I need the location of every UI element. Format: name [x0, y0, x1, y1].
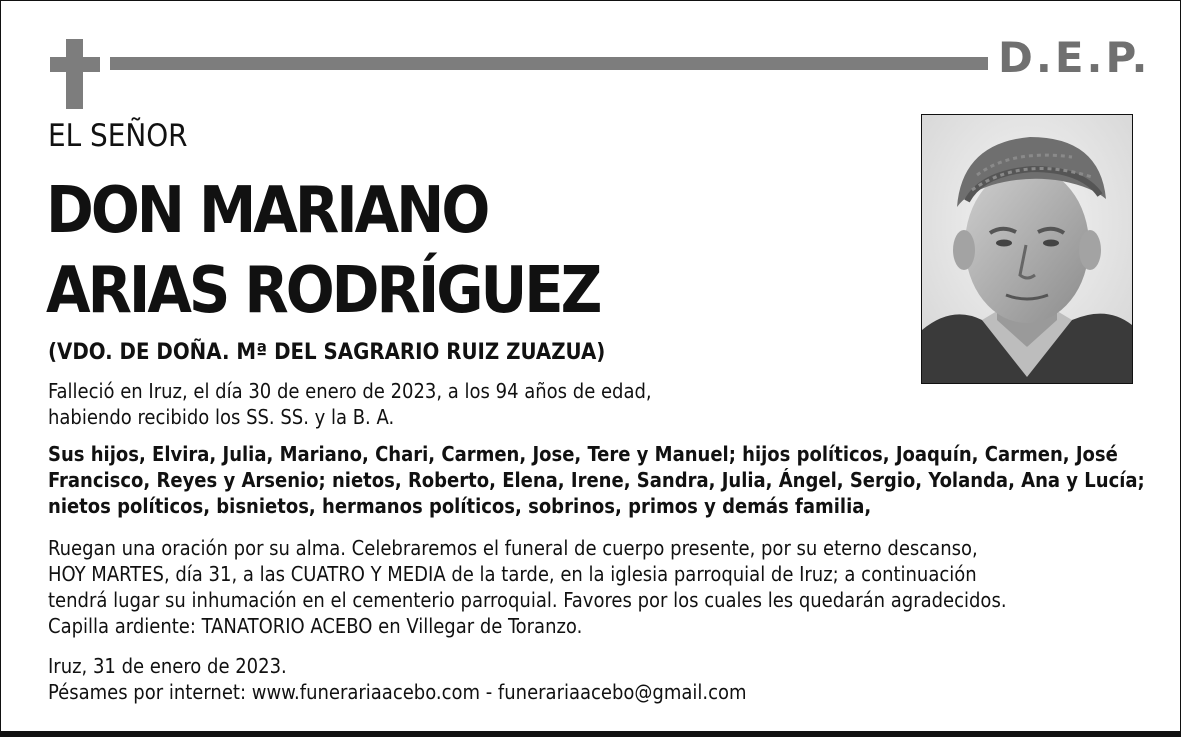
text-line: Capilla ardiente: TANATORIO ACEBO en Villegar de Toranzo.	[48, 614, 583, 638]
date-place-line: Iruz, 31 de enero de 2023.	[48, 654, 287, 678]
text-line: nietos políticos, bisnietos, hermanos políticos, sobrinos, primos y demás familia,	[48, 494, 872, 518]
name-line: ARIAS RODRÍGUEZ	[46, 254, 600, 328]
text-line: Ruegan una oración por su alma. Celebraremos el funeral de cuerpo presente, por su eterno descanso,	[48, 536, 978, 560]
cross-icon	[50, 39, 100, 109]
family-list	[48, 441, 1143, 519]
name-line: DON MARIANO	[46, 174, 488, 248]
text-line: HOY MARTES, día 31, a las CUATRO Y MEDIA de la tarde, en la iglesia parroquial de Iruz; a continuación	[48, 562, 977, 586]
text-line: Falleció en Iruz, el día 30 de enero de 2023, a los 94 años de edad,	[48, 379, 652, 403]
portrait-photo	[921, 114, 1133, 384]
death-notice	[48, 378, 652, 430]
widow-of-line: (VDO. DE DOÑA. Mª DEL SAGRARIO RUIZ ZUAZUA)	[48, 340, 606, 365]
honorific-title: EL SEÑOR	[48, 118, 188, 154]
text-line: Sus hijos, Elvira, Julia, Mariano, Chari, Carmen, Jose, Tere y Manuel; hijos políticos, Joaquín, Carmen, José	[48, 442, 1118, 466]
dep-label: D.E.P.	[998, 33, 1151, 82]
contact-line: Pésames por internet: www.funerariaacebo.com - funerariaacebo@gmail.com	[48, 680, 747, 704]
text-line: habiendo recibido los SS. SS. y la B. A.	[48, 405, 395, 429]
funeral-details	[48, 535, 1158, 639]
footer-info	[48, 653, 747, 705]
deceased-name	[46, 171, 599, 331]
text-line: Francisco, Reyes y Arsenio; nietos, Roberto, Elena, Irene, Sandra, Julia, Ángel, Sergio, Yolanda, Ana y Lucía;	[48, 468, 1145, 492]
header-rule	[110, 57, 988, 70]
text-line: tendrá lugar su inhumación en el cementerio parroquial. Favores por los cuales les quedarán agradecidos.	[48, 588, 1007, 612]
